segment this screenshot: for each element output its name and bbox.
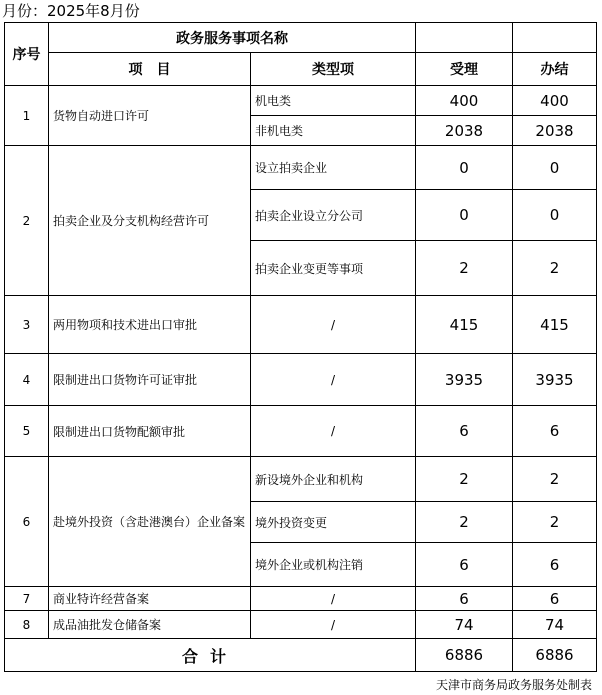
- row-name: 两用物项和技术进出口审批: [49, 296, 251, 354]
- row-accepted: 400: [416, 86, 513, 116]
- table-row: [5, 457, 597, 502]
- row-seq: 1: [5, 86, 49, 146]
- row-accepted: 3935: [416, 354, 513, 406]
- table-row: [5, 146, 597, 190]
- row-type: /: [251, 296, 416, 354]
- row-completed: 400: [513, 86, 597, 116]
- service-statistics-table: [4, 22, 597, 672]
- row-accepted: 2: [416, 241, 513, 296]
- row-completed: 6: [513, 543, 597, 587]
- row-type: /: [251, 587, 416, 611]
- row-name: 限制进出口货物配额审批: [49, 406, 251, 457]
- row-seq: 7: [5, 587, 49, 611]
- header-empty-accepted: [416, 23, 513, 53]
- row-type: 新设境外企业和机构: [251, 457, 416, 502]
- header-group: 政务服务事项名称: [49, 23, 416, 53]
- row-type: /: [251, 354, 416, 406]
- row-accepted: 0: [416, 190, 513, 241]
- table-row: [5, 611, 597, 639]
- row-name: 商业特许经营备案: [49, 587, 251, 611]
- total-row: [5, 639, 597, 672]
- row-completed: 3935: [513, 354, 597, 406]
- total-label: 合计: [5, 639, 416, 672]
- header-item: 项 目: [49, 53, 251, 86]
- row-accepted: 6: [416, 543, 513, 587]
- row-seq: 4: [5, 354, 49, 406]
- row-type: 机电类: [251, 86, 416, 116]
- row-completed: 415: [513, 296, 597, 354]
- row-seq: 2: [5, 146, 49, 296]
- row-accepted: 6: [416, 406, 513, 457]
- total-completed: 6886: [513, 639, 597, 672]
- row-type: /: [251, 611, 416, 639]
- row-completed: 2: [513, 241, 597, 296]
- row-accepted: 2: [416, 457, 513, 502]
- row-name: 限制进出口货物许可证审批: [49, 354, 251, 406]
- header-type: 类型项: [251, 53, 416, 86]
- row-completed: 2: [513, 502, 597, 543]
- row-completed: 74: [513, 611, 597, 639]
- row-accepted: 2038: [416, 116, 513, 146]
- row-completed: 0: [513, 146, 597, 190]
- row-name: 成品油批发仓储备案: [49, 611, 251, 639]
- table-row: [5, 86, 597, 116]
- table-row: [5, 406, 597, 457]
- total-accepted: 6886: [416, 639, 513, 672]
- table-row: [5, 587, 597, 611]
- row-type: 境外投资变更: [251, 502, 416, 543]
- row-name: 货物自动进口许可: [49, 86, 251, 146]
- row-type: 境外企业或机构注销: [251, 543, 416, 587]
- row-accepted: 6: [416, 587, 513, 611]
- row-seq: 6: [5, 457, 49, 587]
- row-type: /: [251, 406, 416, 457]
- row-completed: 6: [513, 406, 597, 457]
- month-label: 月份：2025年8月份: [2, 2, 140, 20]
- header-seq: 序号: [5, 23, 49, 86]
- header-empty-completed: [513, 23, 597, 53]
- header-accepted: 受理: [416, 53, 513, 86]
- row-seq: 5: [5, 406, 49, 457]
- row-accepted: 0: [416, 146, 513, 190]
- footer-note: 天津市商务局政务服务处制表: [435, 678, 592, 692]
- row-type: 拍卖企业设立分公司: [251, 190, 416, 241]
- table-row: [5, 296, 597, 354]
- row-type: 拍卖企业变更等事项: [251, 241, 416, 296]
- row-completed: 2038: [513, 116, 597, 146]
- row-accepted: 2: [416, 502, 513, 543]
- row-completed: 2: [513, 457, 597, 502]
- row-name: 拍卖企业及分支机构经营许可: [49, 146, 251, 296]
- row-accepted: 74: [416, 611, 513, 639]
- row-seq: 8: [5, 611, 49, 639]
- row-completed: 6: [513, 587, 597, 611]
- row-completed: 0: [513, 190, 597, 241]
- row-type: 设立拍卖企业: [251, 146, 416, 190]
- row-type: 非机电类: [251, 116, 416, 146]
- row-accepted: 415: [416, 296, 513, 354]
- header-completed: 办结: [513, 53, 597, 86]
- row-seq: 3: [5, 296, 49, 354]
- table-row: [5, 354, 597, 406]
- row-name: 赴境外投资（含赴港澳台）企业备案: [49, 457, 251, 587]
